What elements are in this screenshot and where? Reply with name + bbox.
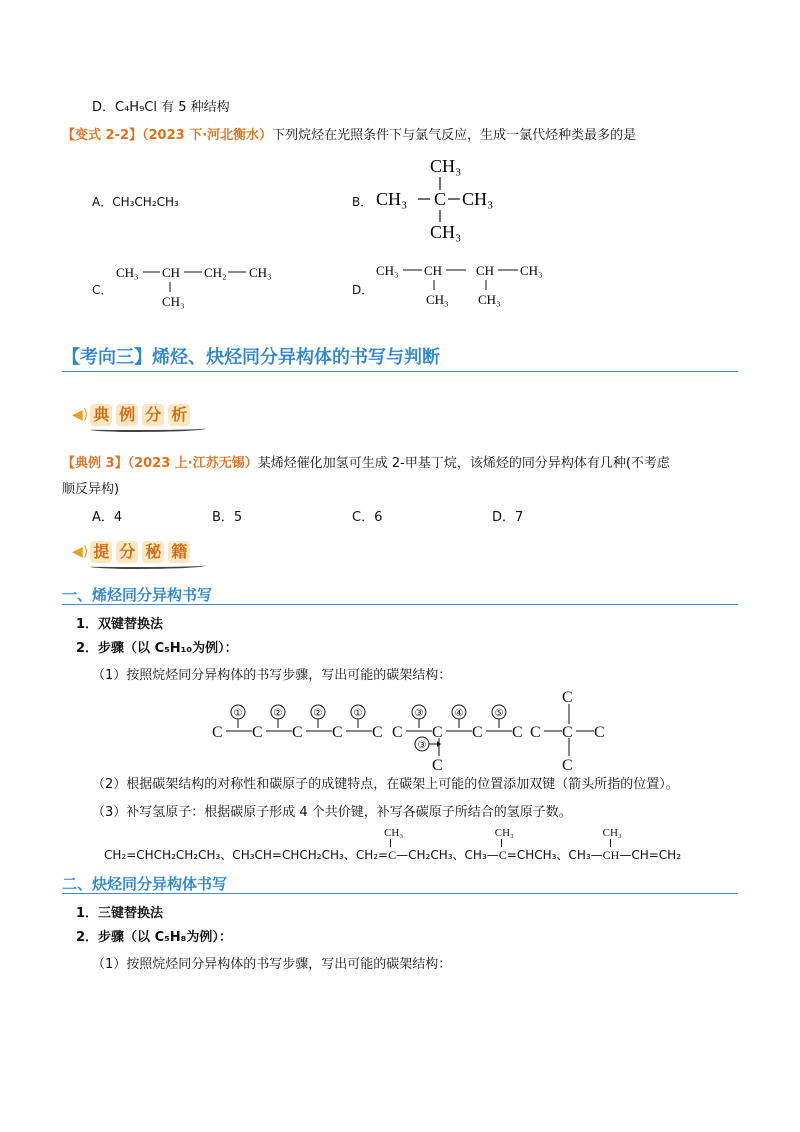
option-d-prev: D．C₄H₉Cl 有 5 种结构 xyxy=(92,100,230,115)
pos-3b: ③ xyxy=(417,740,427,751)
pos-2a: ② xyxy=(273,708,283,719)
b-bottom-ch3: CH₃ xyxy=(430,222,462,242)
formula-3-c: CH₃ C xyxy=(384,827,404,862)
formula-3b: —CH₂CH₃、CH₃— xyxy=(396,848,499,862)
alkene-item1: 1．双键替换法 xyxy=(76,617,164,632)
formula-1: CH₂=CHCH₂CH₂CH₃、CH₃CH=CHCH₂CH₃、 xyxy=(104,848,356,862)
variant-tag: 【变式 2-2】 xyxy=(62,128,143,143)
pos-5: ⑤ xyxy=(494,708,504,719)
c3-top: C xyxy=(562,689,573,706)
formula-3-bond xyxy=(390,839,391,847)
variant-option-c-label: C． xyxy=(92,283,113,297)
variant-question xyxy=(62,124,636,143)
formula-4-ch3: CH₃ xyxy=(494,827,514,839)
example-option-a: A．4 xyxy=(92,510,123,525)
example-option-b: B．5 xyxy=(212,510,243,525)
speaker-icon-2: ◀) xyxy=(72,544,89,560)
d-ch3-left: CH₃ xyxy=(376,263,399,278)
example-question-line1 xyxy=(62,452,670,471)
formula-5-ch3: CH₃ xyxy=(602,827,622,839)
c-ch3-branch: CH₃ xyxy=(162,294,185,309)
b-center-c: C xyxy=(434,189,447,209)
variant-option-b-label: B． xyxy=(352,195,373,209)
alkene-heading: 一、烯烃同分异构书写 xyxy=(62,586,213,604)
option-b-structure xyxy=(372,150,512,242)
badge-score-tips xyxy=(72,541,194,563)
badge1-underline xyxy=(90,426,206,432)
badge1-char-2: 例 xyxy=(116,404,138,426)
c1-1: C xyxy=(212,724,223,741)
c1-3: C xyxy=(292,724,303,741)
badge1-char-1: 典 xyxy=(90,404,112,426)
example-option-c: C．6 xyxy=(352,510,383,525)
pos-4: ④ xyxy=(454,708,464,719)
formula-3a: CH₂= xyxy=(355,848,389,862)
badge2-char-4: 籍 xyxy=(168,541,190,563)
b-top-ch3: CH₃ xyxy=(430,156,462,176)
d-ch3-branch-1: CH₃ xyxy=(426,292,449,307)
alkyne-rule xyxy=(62,893,738,894)
formula-3d: —CH=CH₂ xyxy=(619,848,681,862)
c-ch2: CH₂ xyxy=(204,265,227,280)
c1-5: C xyxy=(372,724,383,741)
b-right-ch3: CH₃ xyxy=(462,189,494,209)
badge-example-analysis xyxy=(72,404,194,426)
c2-3: C xyxy=(472,724,483,741)
option-c-structure xyxy=(112,258,292,310)
alkyne-heading: 二、炔烃同分异构体书写 xyxy=(62,875,228,893)
example-source: （2023 上·江苏无锡） xyxy=(127,456,258,471)
variant-question-text: 下列烷烃在光照条件下与氯气反应，生成一氯代烃种类最多的是 xyxy=(272,128,637,143)
alkene-rule xyxy=(62,604,738,605)
pos-2b: ② xyxy=(313,708,323,719)
badge2-char-2: 分 xyxy=(116,541,138,563)
b-left-ch3: CH₃ xyxy=(376,189,408,209)
c1-4: C xyxy=(332,724,343,741)
alkyne-step1: （1）按照烷烃同分异构体的书写步骤，写出可能的碳架结构： xyxy=(92,957,452,972)
pos-1a: ① xyxy=(233,708,243,719)
c3-left: C xyxy=(530,724,541,741)
formula-5-bond xyxy=(610,839,611,847)
variant-option-a xyxy=(92,193,179,210)
badge1-char-4: 析 xyxy=(168,404,190,426)
d-ch-2: CH xyxy=(476,263,495,278)
alkene-step2: （2）根据碳架结构的对称性和碳原子的成键特点，在碳架上可能的位置添加双键（箭头所指的位置）。 xyxy=(92,777,679,792)
example-question-text: 某烯烃催化加氢可生成 2-甲基丁烷，该烯烃的同分异构体有几种(不考虑 xyxy=(257,456,670,471)
badge2-char-1: 提 xyxy=(90,541,112,563)
section-3-title: 【考向三】烯烃、炔烃同分异构体的书写与判断 xyxy=(62,347,440,368)
example-option-d: D．7 xyxy=(492,510,524,525)
badge2-underline xyxy=(90,563,206,569)
option-d-structure xyxy=(372,256,562,310)
c2-2: C xyxy=(432,724,443,741)
formula-3-ch3: CH₃ xyxy=(384,827,404,839)
alkene-item2: 2．步骤（以 C₅H₁₀为例）： xyxy=(76,641,238,656)
section-3-rule xyxy=(62,371,738,372)
alkyne-item2: 2．步骤（以 C₅H₈为例）： xyxy=(76,930,232,945)
example-question-line2: 顺反异构) xyxy=(62,482,120,497)
c1-2: C xyxy=(252,724,263,741)
c-ch3-left: CH₃ xyxy=(116,265,139,280)
carbon-skeleton-diagram xyxy=(200,686,620,772)
option-a-label: A． xyxy=(92,195,113,209)
pos-3a: ③ xyxy=(414,708,424,719)
alkyne-item1: 1．三键替换法 xyxy=(76,906,164,921)
example-tag: 【典例 3】 xyxy=(62,456,128,471)
badge1-char-3: 分 xyxy=(142,404,164,426)
badge2-char-3: 秘 xyxy=(142,541,164,563)
d-ch-1: CH xyxy=(424,263,443,278)
formula-4-c: CH₃ C xyxy=(494,827,514,862)
d-ch3-branch-2: CH₃ xyxy=(478,292,501,307)
speaker-icon: ◀) xyxy=(72,407,89,423)
c3-center: C xyxy=(562,724,573,741)
c2-1: C xyxy=(392,724,403,741)
variant-option-d-label: D． xyxy=(352,283,374,297)
formula-3c: =CHCH₃、CH₃— xyxy=(506,848,603,862)
formula-4-bond xyxy=(501,839,502,847)
alkene-formula-line xyxy=(104,827,681,863)
c3-bottom: C xyxy=(562,757,573,772)
d-ch3-right: CH₃ xyxy=(520,263,543,278)
c2-4: C xyxy=(512,724,523,741)
formula-5-ch: CH₃ CH xyxy=(602,827,622,862)
option-a-formula: CH₃CH₂CH₃ xyxy=(112,195,179,209)
c-ch3-right: CH₃ xyxy=(249,265,272,280)
c3-right: C xyxy=(594,724,605,741)
c2-branch: C xyxy=(432,757,443,772)
c-ch: CH xyxy=(162,265,181,280)
variant-source: （2023 下·河北衡水） xyxy=(142,128,273,143)
alkene-step3: （3）补写氢原子：根据碳原子形成 4 个共价键，补写各碳原子所结合的氢原子数。 xyxy=(92,805,572,820)
pos-1b: ① xyxy=(353,708,363,719)
alkene-step1: （1）按照烷烃同分异构体的书写步骤，写出可能的碳架结构： xyxy=(92,668,452,683)
